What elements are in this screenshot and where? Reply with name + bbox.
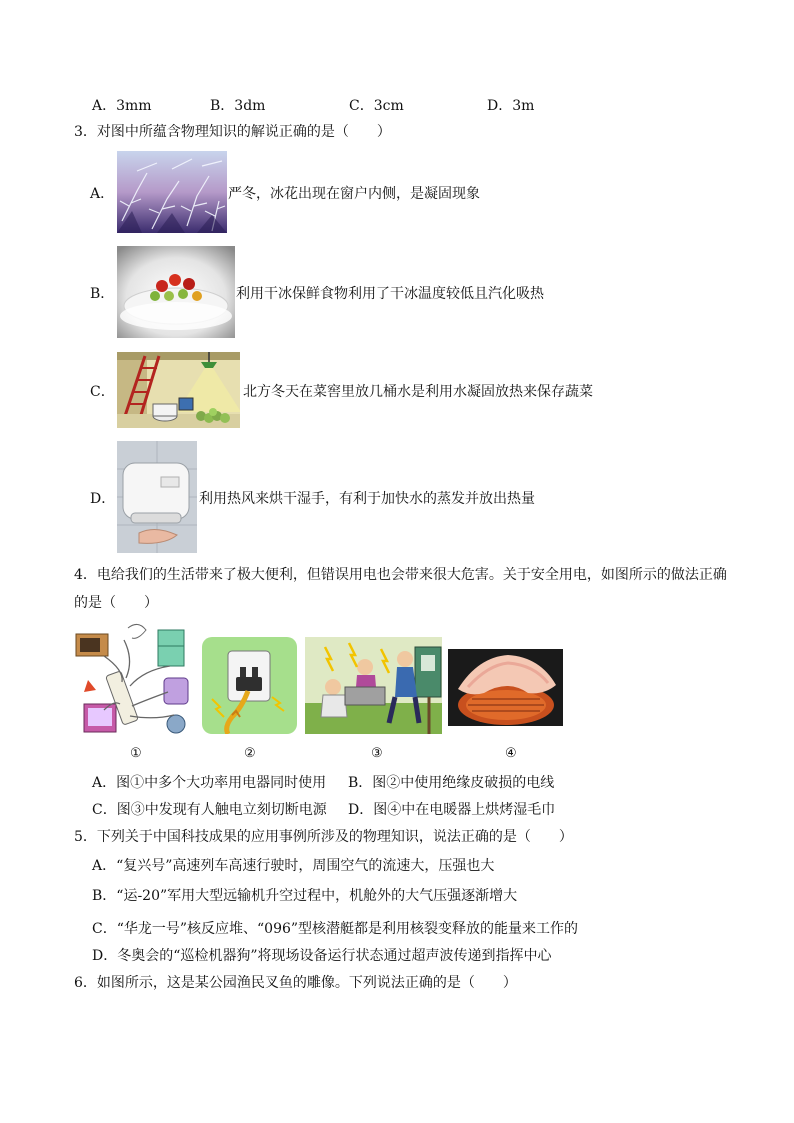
q3-option-b-text: 利用干冰保鲜食物利用了干冰温度较低且汽化吸热 [236, 286, 544, 302]
q4-caption-2: ② [244, 746, 256, 761]
electric-shock-rescue-image [305, 637, 442, 734]
q4-stem-line2: 的是（ ） [74, 595, 158, 611]
q3-option-d-label: D． [90, 491, 116, 507]
q3-option-d-text: 利用热风来烘干湿手，有利于加快水的蒸发并放出热量 [199, 491, 535, 507]
q3-stem: 3．对图中所蕴含物理知识的解说正确的是（ ） [74, 124, 391, 140]
q5-option-d: D．冬奥会的“巡检机器狗”将现场设备运行状态通过超声波传递到指挥中心 [92, 948, 552, 964]
dry-ice-food-image [117, 246, 235, 338]
q2-option-a: A．3mm [92, 98, 152, 114]
q4-option-a: A．图①中多个大功率用电器同时使用 [92, 775, 327, 791]
q5-option-b: B．“运-20”军用大型远输机升空过程中，机舱外的大气压强逐渐增大 [92, 888, 518, 904]
heater-towel-image [448, 649, 563, 726]
q6-stem: 6．如图所示，这是某公园渔民叉鱼的雕像。下列说法正确的是（ ） [74, 975, 517, 991]
q5-option-c: C．“华龙一号”核反应堆、“096”型核潜艇都是利用核裂变释放的能量来工作的 [92, 921, 579, 937]
q4-caption-4: ④ [505, 746, 517, 761]
q3-option-a-label: A． [90, 186, 115, 202]
q5-stem: 5．下列关于中国科技成果的应用事例所涉及的物理知识，说法正确的是（ ） [74, 829, 573, 845]
q3-option-a-text: 严冬，冰花出现在窗户内侧，是凝固现象 [228, 186, 480, 202]
q2-option-b: B．3dm [210, 98, 266, 114]
damaged-wire-image [202, 637, 297, 734]
q3-option-b-label: B． [90, 286, 115, 302]
q3-option-c-label: C． [90, 384, 115, 400]
q4-caption-1: ① [130, 746, 142, 761]
q2-option-d: D．3m [487, 98, 535, 114]
q2-option-c: C．3cm [349, 98, 404, 114]
hand-dryer-image [117, 441, 197, 553]
q4-option-b: B．图②中使用绝缘皮破损的电线 [348, 775, 555, 791]
q4-caption-3: ③ [371, 746, 383, 761]
q4-option-d: D．图④中在电暖器上烘烤湿毛巾 [348, 802, 556, 818]
frost-window-image [117, 151, 227, 233]
q4-stem-line1: 4．电给我们的生活带来了极大便利，但错误用电也会带来很大危害。关于安全用电，如图所示的做法正确 [74, 567, 727, 583]
q4-option-c: C．图③中发现有人触电立刻切断电源 [92, 802, 327, 818]
q3-option-c-text: 北方冬天在菜窖里放几桶水是利用水凝固放热来保存蔬菜 [243, 384, 593, 400]
vegetable-cellar-image [117, 352, 240, 428]
q5-option-a: A．“复兴号”高速列车高速行驶时，周围空气的流速大，压强也大 [92, 858, 495, 874]
overloaded-socket-image [74, 620, 198, 738]
